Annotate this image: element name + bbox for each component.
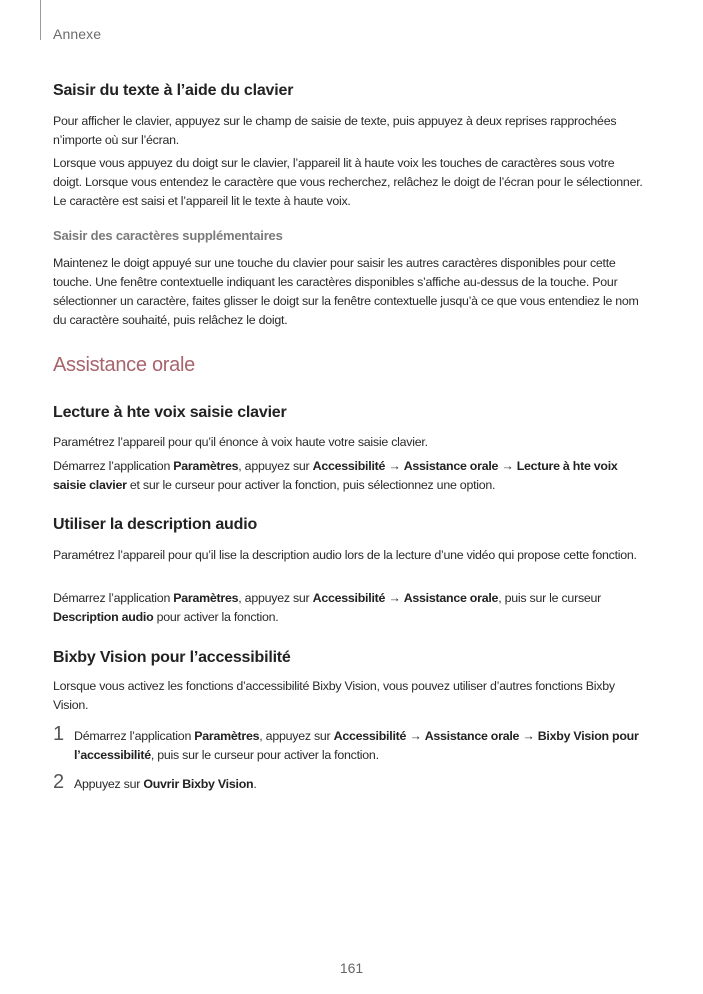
- audio-heading: Utiliser la description audio: [53, 516, 258, 533]
- lecture-paragraph-2: Démarrez l’application Paramètres, appuyez sur Accessibilité → Assistance orale → Lecture à hte voix saisie clavier et sur le curseur pour activer la fonction, puis sélectionnez une option.: [53, 459, 618, 492]
- bixby-heading: Bixby Vision pour l’accessibilité: [53, 649, 291, 666]
- bixby-wrap: [53, 649, 643, 667]
- keyboard-section: [53, 82, 643, 100]
- audio-paragraph-1: Paramétrez l’appareil pour qu’il lise la description audio lors de la lecture d’une vidéo qui propose cette fonction.: [53, 548, 637, 562]
- section-title: Assistance orale: [53, 354, 195, 376]
- bixby-p1-wrap: [53, 677, 643, 715]
- lecture-paragraph-1: Paramétrez l’appareil pour qu’il énonce à voix haute votre saisie clavier.: [53, 435, 428, 449]
- keyboard-p2-wrap: [53, 154, 643, 211]
- extra-chars-paragraph: Maintenez le doigt appuyé sur une touche du clavier pour saisir les autres caractères disponibles pour cette touche. Une fenêtre contextuelle indiquant les caractères disponibles s’affiche au-dessus de la touche. Pour sélectionner un caractère, faites glisser le doigt sur la fenêtre contextuelle jusqu’à ce que vous entendiez le nom du caractère souhaité, puis relâchez le doigt.: [53, 256, 639, 327]
- keyboard-paragraph-1: Pour afficher le clavier, appuyez sur le champ de saisie de texte, puis appuyez à deux reprises rapprochées n’importe où sur l’écran.: [53, 114, 617, 147]
- keyboard-p1-wrap: [53, 112, 643, 150]
- keyboard-paragraph-2: Lorsque vous appuyez du doigt sur le clavier, l’appareil lit à haute voix les touches de caractères sous votre doigt. Lorsque vous entendez le caractère que vous recherchez, relâchez le doigt de l’écran pour le sélectionner. Le caractère est saisi et l’appareil lit le texte à haute voix.: [53, 156, 643, 208]
- step-text: Appuyez sur Ouvrir Bixby Vision.: [74, 777, 257, 791]
- audio-p1-wrap: [53, 546, 643, 565]
- audio-p2-wrap: [53, 589, 643, 627]
- margin-rule: [40, 0, 41, 40]
- lecture-p2-wrap: [53, 457, 643, 495]
- step-1: [53, 723, 643, 765]
- lecture-heading: Lecture à hte voix saisie clavier: [53, 404, 287, 421]
- audio-wrap: [53, 516, 643, 534]
- keyboard-heading: Saisir du texte à l’aide du clavier: [53, 82, 294, 99]
- step-text: Démarrez l’application Paramètres, appuyez sur Accessibilité → Assistance orale → Bixby Vision pour l’accessibilité, puis sur le curseur pour activer la fonction.: [74, 729, 639, 762]
- lecture-p1-wrap: [53, 433, 643, 452]
- extra-chars-p-wrap: [53, 254, 643, 330]
- extra-chars-wrap: [53, 228, 643, 243]
- extra-chars-heading: Saisir des caractères supplémentaires: [53, 228, 283, 243]
- audio-paragraph-2: Démarrez l’application Paramètres, appuyez sur Accessibilité → Assistance orale, puis sur le curseur Description audio pour activer la fonction.: [53, 591, 602, 624]
- bixby-paragraph-1: Lorsque vous activez les fonctions d’accessibilité Bixby Vision, vous pouvez utiliser d’autres fonctions Bixby Vision.: [53, 679, 615, 712]
- page-number: 161: [339, 960, 364, 976]
- running-head: Annexe: [53, 26, 102, 42]
- step-number: 2: [53, 771, 65, 793]
- lecture-wrap: [53, 404, 643, 422]
- step-2: [53, 771, 643, 794]
- assistance-section: [53, 354, 643, 377]
- step-number: 1: [53, 723, 65, 745]
